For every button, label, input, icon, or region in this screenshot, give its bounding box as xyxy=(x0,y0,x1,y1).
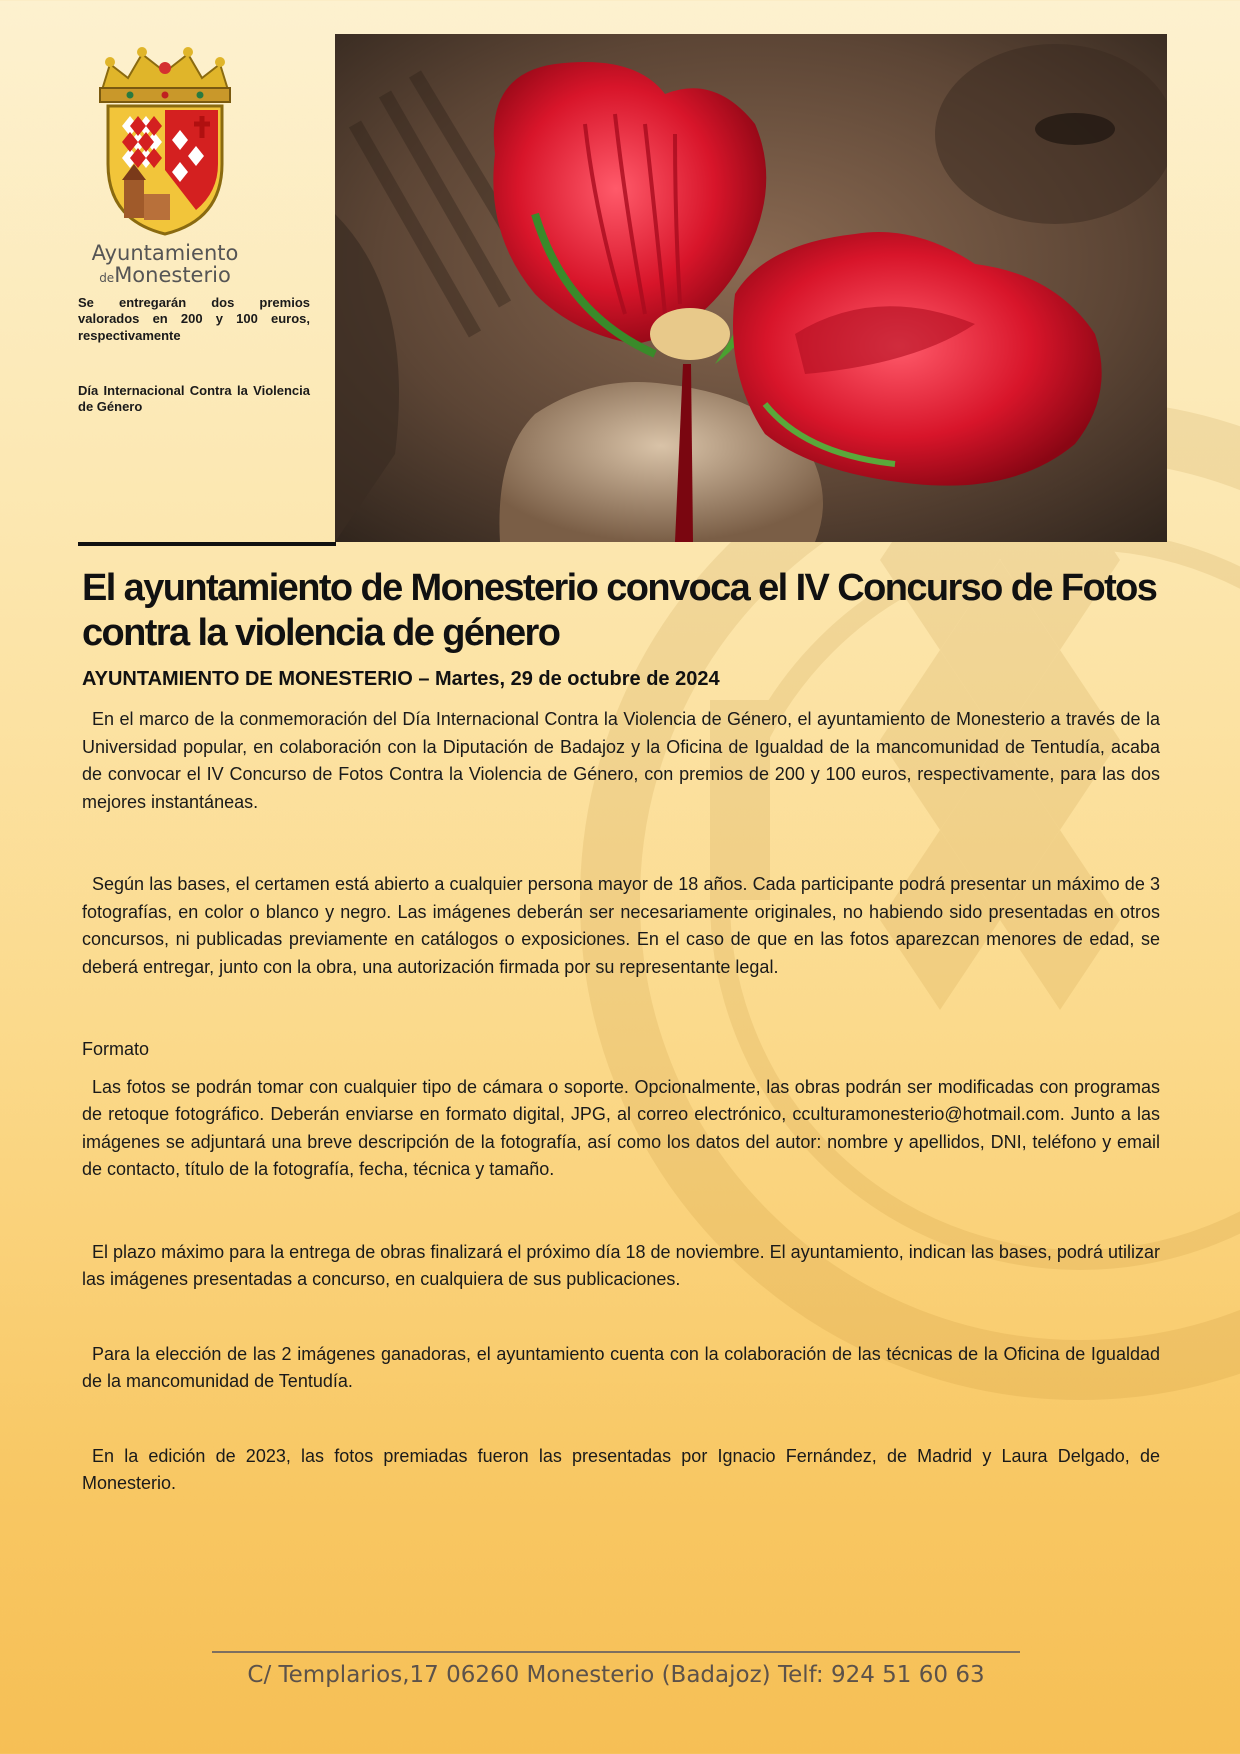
logo-line-2: deMonesterio xyxy=(99,263,231,288)
paragraph-3: Las fotos se podrán tomar con cualquier tipo de cámara o soporte. Opcionalmente, las obras podrán ser modificadas con programas de retoque fotográfico. Deberán enviarse en formato digital, JPG, al correo electrónico, cculturamonesterio@hotmail.com. Junto a las imágenes se adjuntará una breve descripción de la fotografía, así como los datos del autor: nombre y apellidos, DNI, teléfono y email de contacto, título de la fotografía, fecha, técnica y tamaño. xyxy=(82,1076,1160,1179)
footer-divider xyxy=(212,1651,1020,1653)
footer-address: C/ Templarios,17 06260 Monesterio (Badajoz) Telf: 924 51 60 63 xyxy=(247,1662,985,1688)
awareness-day-note: Día Internacional Contra la Violencia de Género xyxy=(78,383,310,415)
section-heading: Formato xyxy=(82,1039,150,1059)
paragraph-1: En el marco de la conmemoración del Día Internacional Contra la Violencia de Género, el ayuntamiento de Monesterio a través de la Universidad popular, en colaboración con la Diputación de Badajoz y la Oficina de Igualdad de la mancomunidad de Tentudía, acaba de convocar el IV Concurso de Fotos Contra la Violencia de Género, con premios de 200 y 100 euros, respectivamente, para las dos mejores instantáneas. xyxy=(82,709,1160,812)
paragraph-6: En la edición de 2023, las fotos premiadas fueron las presentadas por Ignacio Fernández, de Madrid y Laura Delgado, de Monesterio. xyxy=(82,1445,1160,1493)
coat-of-arms-icon xyxy=(80,42,250,242)
article-byline: AYUNTAMIENTO DE MONESTERIO – Martes, 29 de octubre de 2024 xyxy=(82,668,720,690)
header-divider xyxy=(78,542,336,546)
paragraph-5: Para la elección de las 2 imágenes ganadoras, el ayuntamiento cuenta con la colaboración de las técnicas de la Oficina de Igualdad de la mancomunidad de Tentudía. xyxy=(82,1343,1160,1391)
article-body xyxy=(82,706,1160,1498)
article-headline: El ayuntamiento de Monesterio convoca el IV Concurso de Fotos contra la violencia de género xyxy=(82,567,1157,654)
logo-line-1: Ayuntamiento xyxy=(91,241,239,265)
red-rose-in-hand-photo xyxy=(335,34,1167,542)
municipality-logo xyxy=(80,42,250,292)
prizes-note: Se entregarán dos premios valorados en 200 y 100 euros, respectivamente xyxy=(78,295,310,343)
paragraph-2: Según las bases, el certamen está abierto a cualquier persona mayor de 18 años. Cada participante podrá presentar un máximo de 3 fotografías, en color o blanco y negro. Las imágenes deberán ser necesariamente originales, no habiendo sido presentadas en otros concursos, ni publicadas previamente en catálogos o exposiciones. En el caso de que en las fotos aparezcan menores de edad, se deberá entregar, junto con la obra, una autorización firmada por su representante legal. xyxy=(82,874,1160,977)
hero-photo xyxy=(335,34,1167,542)
paragraph-4: El plazo máximo para la entrega de obras finalizará el próximo día 18 de noviembre. El ayuntamiento, indican las bases, podrá utilizar las imágenes presentadas a concurso, en cualquiera de sus publicaciones. xyxy=(82,1241,1160,1289)
